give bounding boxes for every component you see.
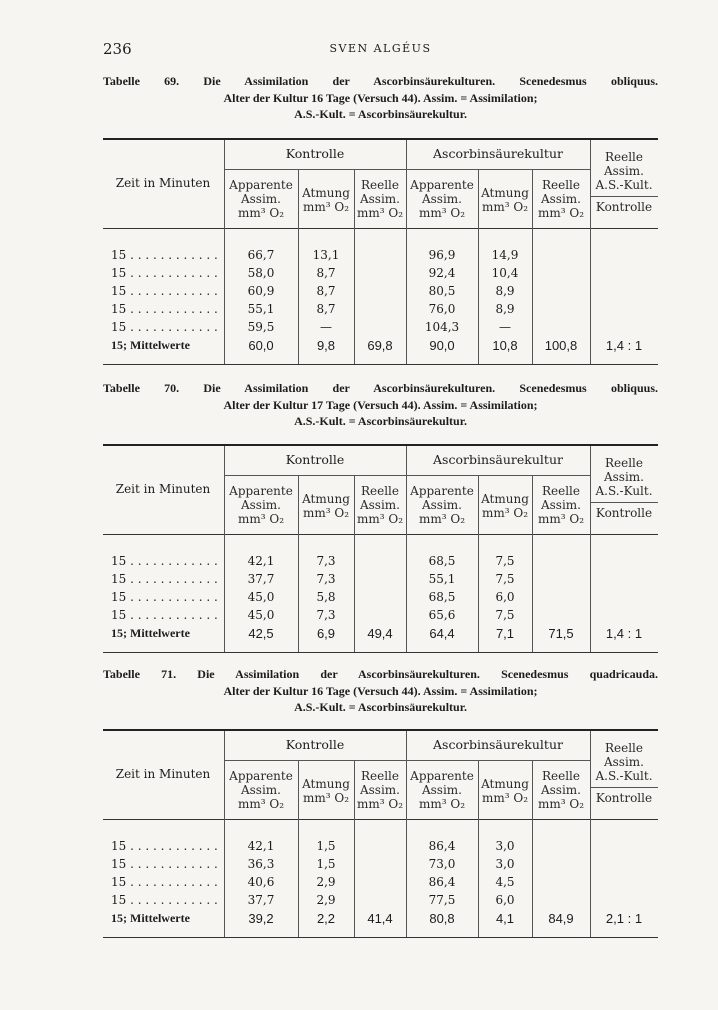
caption-line: Tabelle 70. Die Assimilation der Ascorbinsäurekulturen. Scenedesmus obliquus. [103, 381, 658, 395]
col-header-zeit: Zeit in Minuten [115, 176, 211, 190]
kontrolle-apparente-header [224, 178, 298, 220]
table-cell: 58,0 [247, 266, 275, 280]
ratio-header-bottom: Kontrolle [595, 506, 653, 520]
ascorbin-atmung-header [478, 492, 532, 520]
header-line: Atmung [481, 186, 529, 200]
mean-row [103, 626, 658, 643]
table-cell: 104,3 [424, 320, 460, 334]
header-line: Apparente [410, 769, 474, 783]
table-row [103, 554, 658, 571]
table-row [103, 248, 658, 265]
group-header-kontrolle: Kontrolle [285, 452, 345, 467]
mean-cell: 1,4 : 1 [605, 338, 643, 353]
table-bottom-rule [103, 937, 658, 938]
header-line: Reelle [604, 150, 643, 164]
caption-line: Tabelle 69. Die Assimilation der Ascorbinsäurekulturen. Scenedesmus obliquus. [103, 74, 658, 88]
header-line: Assim. [603, 470, 644, 484]
ascorbin-atmung-header [478, 186, 532, 214]
ascorbin-reelle-header [532, 769, 590, 811]
header-line: mm³ O₂ [537, 797, 585, 811]
table-row [103, 608, 658, 625]
mean-cell: 80,8 [429, 911, 455, 926]
row-label: 15 . . . . . . . . . . . . [111, 893, 218, 907]
header-line: Assim. [603, 755, 644, 769]
header-line: Assim. [421, 783, 462, 797]
page-header [103, 40, 658, 60]
row-label: 15 . . . . . . . . . . . . [111, 572, 218, 586]
table-cell: 80,5 [428, 284, 456, 298]
header-line: Apparente [410, 178, 474, 192]
table-cell: 86,4 [428, 875, 456, 889]
table-cell: 7,3 [316, 554, 336, 568]
header-line: mm³ O₂ [302, 200, 350, 214]
mean-cell: 39,2 [248, 911, 274, 926]
mean-row [103, 338, 658, 355]
table-bottom-rule [103, 652, 658, 653]
header-line: mm³ O₂ [418, 206, 466, 220]
table-cell: 8,9 [495, 302, 515, 316]
table-row [103, 875, 658, 892]
header-line: mm³ O₂ [302, 506, 350, 520]
kontrolle-atmung-header [298, 186, 354, 214]
caption-line: Alter der Kultur 16 Tage (Versuch 44). Assim. = Assimilation; [223, 90, 538, 105]
table-cell: 42,1 [247, 839, 275, 853]
header-line: Assim. [240, 192, 281, 206]
header-line: Assim. [359, 192, 400, 206]
header-line: Apparente [229, 769, 293, 783]
table-cell: 59,5 [247, 320, 275, 334]
kontrolle-apparente-header [224, 769, 298, 811]
mean-cell: 49,4 [367, 626, 393, 641]
data-table [103, 444, 658, 652]
header-line: A.S.-Kult. [595, 484, 653, 498]
header-line: mm³ O₂ [237, 797, 285, 811]
table-cell: 6,0 [495, 590, 515, 604]
table-cell: 86,4 [428, 839, 456, 853]
table-cell: 66,7 [247, 248, 275, 262]
table-cell: 65,6 [428, 608, 456, 622]
header-line: mm³ O₂ [237, 512, 285, 526]
header-line: mm³ O₂ [356, 512, 404, 526]
header-line: mm³ O₂ [302, 791, 350, 805]
table-row [103, 590, 658, 607]
table-cell: 8,9 [495, 284, 515, 298]
ascorbin-reelle-header [532, 178, 590, 220]
table-cell: 36,3 [247, 857, 275, 871]
mean-cell: 9,8 [316, 338, 336, 353]
ascorbin-atmung-header [478, 777, 532, 805]
table-cell: 55,1 [247, 302, 275, 316]
kontrolle-atmung-header [298, 777, 354, 805]
row-label: 15 . . . . . . . . . . . . [111, 302, 218, 316]
group-rule [224, 475, 590, 476]
ratio-header-bottom: Kontrolle [595, 791, 653, 805]
header-line: mm³ O₂ [481, 791, 529, 805]
table-cell: — [499, 320, 511, 334]
data-table [103, 729, 658, 937]
table-cell: 7,3 [316, 608, 336, 622]
table-cell: 1,5 [316, 839, 336, 853]
kontrolle-apparente-header [224, 484, 298, 526]
table-cell: 96,9 [428, 248, 456, 262]
row-label: 15 . . . . . . . . . . . . [111, 608, 218, 622]
header-line: A.S.-Kult. [595, 769, 653, 783]
table-row [103, 284, 658, 301]
header-line: mm³ O₂ [237, 206, 285, 220]
header-line: Atmung [481, 492, 529, 506]
table-row [103, 302, 658, 319]
table-row [103, 857, 658, 874]
mean-cell: 60,0 [248, 338, 274, 353]
ratio-header-bottom: Kontrolle [595, 200, 653, 214]
table-cell: 92,4 [428, 266, 456, 280]
table-cell: 37,7 [247, 893, 275, 907]
mean-cell: 10,8 [492, 338, 518, 353]
row-label: 15 . . . . . . . . . . . . [111, 248, 218, 262]
mean-cell: 69,8 [367, 338, 393, 353]
row-label: 15 . . . . . . . . . . . . [111, 875, 218, 889]
caption-line: Alter der Kultur 16 Tage (Versuch 44). Assim. = Assimilation; [223, 683, 538, 698]
ratio-rule [590, 787, 658, 788]
table-cell: 73,0 [428, 857, 456, 871]
header-line: Reelle [604, 456, 643, 470]
table-cell: 55,1 [428, 572, 456, 586]
running-title: SVEN ALGÉUS [329, 42, 432, 55]
table-caption [103, 666, 658, 716]
header-line: Assim. [540, 192, 581, 206]
table-cell: 8,7 [316, 266, 336, 280]
table-cell: 7,5 [495, 572, 515, 586]
header-line: Reelle [360, 484, 399, 498]
mean-cell: 71,5 [548, 626, 574, 641]
kontrolle-reelle-header [354, 178, 406, 220]
mean-row [103, 911, 658, 928]
ascorbin-apparente-header [406, 484, 478, 526]
header-line: mm³ O₂ [418, 512, 466, 526]
table-cell: 37,7 [247, 572, 275, 586]
header-line: Atmung [302, 492, 350, 506]
mean-cell: 64,4 [429, 626, 455, 641]
header-line: A.S.-Kult. [595, 178, 653, 192]
caption-line: Alter der Kultur 17 Tage (Versuch 44). Assim. = Assimilation; [223, 397, 538, 412]
mean-cell: 90,0 [429, 338, 455, 353]
mean-cell: 2,2 [316, 911, 336, 926]
ratio-header-top [590, 456, 658, 498]
header-line: Reelle [541, 484, 580, 498]
group-header-ascorbin: Ascorbinsäurekultur [433, 452, 563, 467]
row-label: 15 . . . . . . . . . . . . [111, 554, 218, 568]
table-cell: 76,0 [428, 302, 456, 316]
caption-line: Tabelle 71. Die Assimilation der Ascorbinsäurekulturen. Scenedesmus quadricauda. [103, 667, 658, 681]
kontrolle-atmung-header [298, 492, 354, 520]
table-cell: — [320, 320, 332, 334]
table-cell: 6,0 [495, 893, 515, 907]
header-line: mm³ O₂ [356, 206, 404, 220]
group-header-ascorbin: Ascorbinsäurekultur [433, 737, 563, 752]
ascorbin-apparente-header [406, 178, 478, 220]
header-line: Reelle [604, 741, 643, 755]
mean-label: 15; Mittelwerte [111, 626, 190, 640]
table-cell: 8,7 [316, 302, 336, 316]
table-cell: 2,9 [316, 875, 336, 889]
header-line: Reelle [541, 769, 580, 783]
table-caption [103, 73, 658, 123]
mean-label: 15; Mittelwerte [111, 338, 190, 352]
mean-cell: 7,1 [495, 626, 515, 641]
table-caption [103, 380, 658, 430]
table-cell: 60,9 [247, 284, 275, 298]
table-cell: 7,3 [316, 572, 336, 586]
row-label: 15 . . . . . . . . . . . . [111, 839, 218, 853]
table-cell: 7,5 [495, 608, 515, 622]
header-line: Assim. [603, 164, 644, 178]
row-label: 15 . . . . . . . . . . . . [111, 320, 218, 334]
col-header-zeit: Zeit in Minuten [115, 767, 211, 781]
mean-label: 15; Mittelwerte [111, 911, 190, 925]
header-line: Atmung [481, 777, 529, 791]
col-header-zeit: Zeit in Minuten [115, 482, 211, 496]
group-rule [224, 760, 590, 761]
group-header-ascorbin: Ascorbinsäurekultur [433, 146, 563, 161]
table-cell: 7,5 [495, 554, 515, 568]
mean-cell: 2,1 : 1 [605, 911, 643, 926]
table-cell: 8,7 [316, 284, 336, 298]
table-cell: 68,5 [428, 554, 456, 568]
row-label: 15 . . . . . . . . . . . . [111, 857, 218, 871]
table-cell: 45,0 [247, 608, 275, 622]
header-line: Reelle [360, 178, 399, 192]
table-row [103, 839, 658, 856]
table-cell: 77,5 [428, 893, 456, 907]
kontrolle-reelle-header [354, 484, 406, 526]
group-header-kontrolle: Kontrolle [285, 737, 345, 752]
table-row [103, 320, 658, 337]
ascorbin-apparente-header [406, 769, 478, 811]
table-row [103, 266, 658, 283]
header-line: mm³ O₂ [537, 206, 585, 220]
table-cell: 14,9 [491, 248, 519, 262]
header-line: mm³ O₂ [537, 512, 585, 526]
header-line: Reelle [360, 769, 399, 783]
data-table [103, 138, 658, 364]
row-label: 15 . . . . . . . . . . . . [111, 590, 218, 604]
header-line: Assim. [540, 498, 581, 512]
header-line: Apparente [229, 484, 293, 498]
ratio-header-top [590, 741, 658, 783]
ratio-rule [590, 196, 658, 197]
header-line: Assim. [359, 783, 400, 797]
header-line: mm³ O₂ [481, 200, 529, 214]
mean-cell: 100,8 [544, 338, 578, 353]
mean-cell: 6,9 [316, 626, 336, 641]
table-bottom-rule [103, 364, 658, 365]
header-line: mm³ O₂ [481, 506, 529, 520]
header-line: Apparente [229, 178, 293, 192]
header-line: mm³ O₂ [418, 797, 466, 811]
caption-line: A.S.-Kult. = Ascorbinsäurekultur. [294, 414, 467, 428]
table-cell: 13,1 [312, 248, 340, 262]
table-row [103, 572, 658, 589]
table-cell: 3,0 [495, 839, 515, 853]
header-line: Apparente [410, 484, 474, 498]
ratio-header-top [590, 150, 658, 192]
header-line: Assim. [421, 192, 462, 206]
row-label: 15 . . . . . . . . . . . . [111, 266, 218, 280]
group-rule [224, 169, 590, 170]
table-cell: 68,5 [428, 590, 456, 604]
row-label: 15 . . . . . . . . . . . . [111, 284, 218, 298]
header-line: Atmung [302, 777, 350, 791]
mean-cell: 84,9 [548, 911, 574, 926]
caption-line: A.S.-Kult. = Ascorbinsäurekultur. [294, 107, 467, 121]
table-cell: 3,0 [495, 857, 515, 871]
mean-cell: 4,1 [495, 911, 515, 926]
header-line: mm³ O₂ [356, 797, 404, 811]
table-cell: 4,5 [495, 875, 515, 889]
table-cell: 45,0 [247, 590, 275, 604]
caption-line: A.S.-Kult. = Ascorbinsäurekultur. [294, 700, 467, 714]
mean-cell: 42,5 [248, 626, 274, 641]
table-cell: 42,1 [247, 554, 275, 568]
table-cell: 10,4 [491, 266, 519, 280]
header-line: Reelle [541, 178, 580, 192]
mean-cell: 1,4 : 1 [605, 626, 643, 641]
mean-cell: 41,4 [367, 911, 393, 926]
ratio-rule [590, 502, 658, 503]
kontrolle-reelle-header [354, 769, 406, 811]
header-line: Assim. [540, 783, 581, 797]
group-header-kontrolle: Kontrolle [285, 146, 345, 161]
header-line: Assim. [240, 498, 281, 512]
table-row [103, 893, 658, 910]
table-cell: 40,6 [247, 875, 275, 889]
header-line: Assim. [359, 498, 400, 512]
header-line: Atmung [302, 186, 350, 200]
header-line: Assim. [421, 498, 462, 512]
page-number: 236 [103, 40, 132, 58]
table-cell: 1,5 [316, 857, 336, 871]
ascorbin-reelle-header [532, 484, 590, 526]
table-cell: 5,8 [316, 590, 336, 604]
table-cell: 2,9 [316, 893, 336, 907]
header-line: Assim. [240, 783, 281, 797]
